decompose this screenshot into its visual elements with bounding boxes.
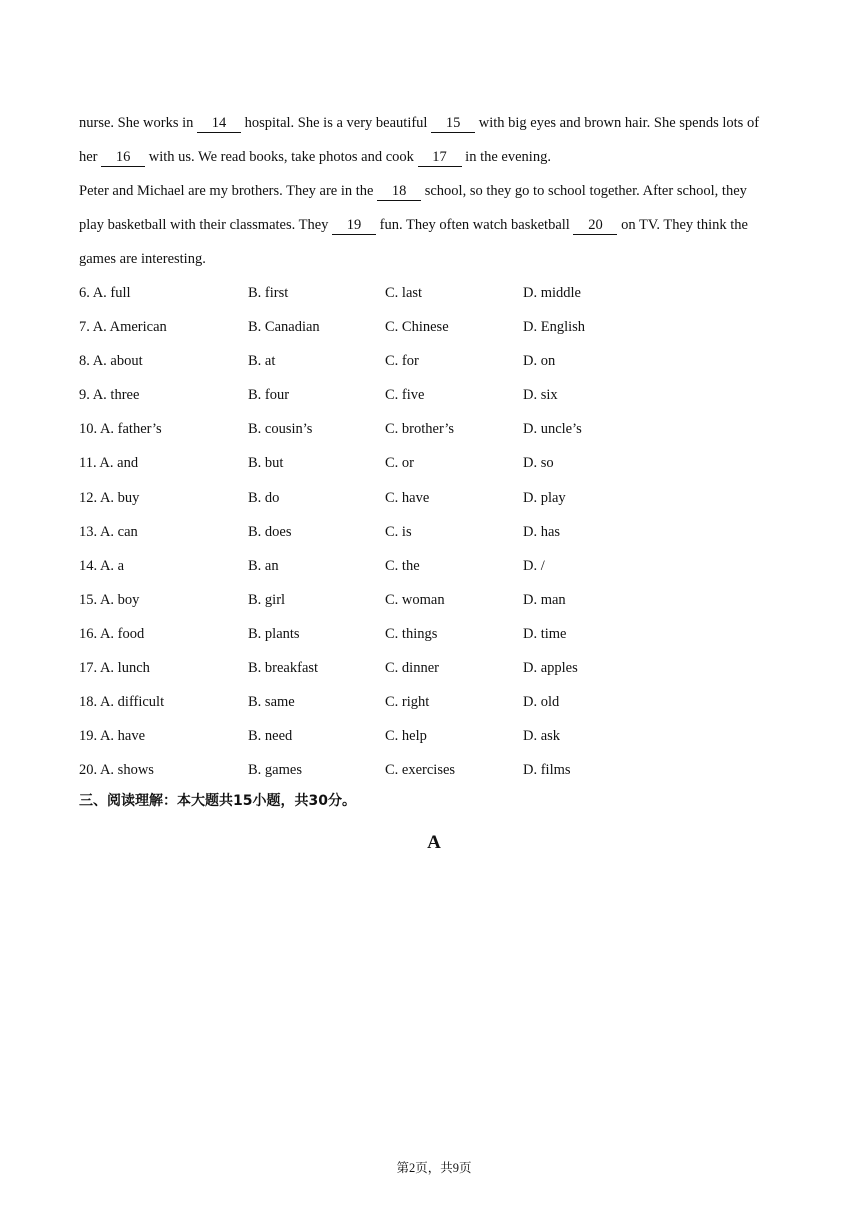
option-d: D. man bbox=[523, 591, 566, 608]
question-11-options bbox=[79, 446, 799, 480]
option-a: 11. A. and bbox=[79, 455, 139, 472]
option-d: D. English bbox=[523, 319, 586, 336]
option-a: 20. A. shows bbox=[79, 762, 154, 779]
question-8-options bbox=[79, 344, 799, 378]
option-a: 15. A. boy bbox=[79, 591, 140, 608]
passage-text: school, so they go to school together. After school, they bbox=[421, 183, 747, 199]
option-b: B. four bbox=[248, 387, 290, 404]
option-a: 14. A. a bbox=[79, 557, 125, 574]
passage-text: play basketball with their classmates. They bbox=[79, 217, 333, 233]
option-b: B. does bbox=[248, 523, 292, 540]
option-b: B. cousin’s bbox=[248, 421, 313, 438]
passage-text: with us. We read books, take photos and cook bbox=[145, 149, 418, 165]
blank-19: 19 bbox=[332, 216, 376, 235]
option-c: C. the bbox=[385, 557, 420, 574]
option-b: B. but bbox=[248, 455, 284, 472]
options-list bbox=[79, 276, 799, 787]
option-c: C. right bbox=[385, 694, 430, 711]
question-18-options bbox=[79, 685, 799, 719]
option-b: B. do bbox=[248, 489, 280, 506]
passage-line-3 bbox=[79, 174, 799, 208]
question-6-options bbox=[79, 276, 799, 310]
passage-text: hospital. She is a very beautiful bbox=[241, 115, 432, 131]
option-d: D. six bbox=[523, 387, 558, 404]
option-c: C. brother’s bbox=[385, 421, 455, 438]
passage-text: games are interesting. bbox=[79, 251, 206, 267]
blank-15: 15 bbox=[431, 114, 475, 133]
option-d: D. time bbox=[523, 625, 567, 642]
option-d: D. / bbox=[523, 557, 545, 574]
passage-text: Peter and Michael are my brothers. They are in the bbox=[79, 183, 378, 199]
option-a: 16. A. food bbox=[79, 625, 145, 642]
option-b: B. at bbox=[248, 353, 276, 370]
question-17-options bbox=[79, 651, 799, 685]
passage-text: on TV. They think the bbox=[617, 217, 748, 233]
question-12-options bbox=[79, 481, 799, 515]
blank-16: 16 bbox=[101, 148, 145, 167]
option-c: C. help bbox=[385, 728, 427, 745]
question-15-options bbox=[79, 583, 799, 617]
passage-text: nurse. She works in bbox=[79, 115, 198, 131]
passage-line-2 bbox=[79, 140, 799, 174]
blank-14: 14 bbox=[197, 114, 241, 133]
option-c: C. exercises bbox=[385, 762, 456, 779]
passage-line-5 bbox=[79, 242, 799, 276]
option-a: 7. A. American bbox=[79, 319, 167, 336]
option-a: 8. A. about bbox=[79, 353, 143, 370]
option-b: B. plants bbox=[248, 625, 300, 642]
question-9-options bbox=[79, 378, 799, 412]
question-13-options bbox=[79, 515, 799, 549]
option-b: B. same bbox=[248, 694, 295, 711]
option-d: D. uncle’s bbox=[523, 421, 582, 438]
blank-18: 18 bbox=[377, 182, 421, 201]
option-a: 6. A. full bbox=[79, 285, 131, 301]
passage-line-4 bbox=[79, 208, 799, 242]
option-b: B. Canadian bbox=[248, 319, 320, 336]
question-19-options bbox=[79, 719, 799, 753]
option-c: C. woman bbox=[385, 591, 445, 608]
option-c: C. is bbox=[385, 523, 412, 540]
option-d: D. middle bbox=[523, 285, 581, 301]
option-a: 19. A. have bbox=[79, 728, 146, 745]
option-c: C. have bbox=[385, 489, 430, 506]
option-d: D. has bbox=[523, 523, 561, 540]
option-c: C. last bbox=[385, 285, 423, 301]
option-d: D. play bbox=[523, 489, 566, 506]
option-c: C. five bbox=[385, 387, 425, 404]
question-20-options bbox=[79, 753, 799, 787]
option-b: B. girl bbox=[248, 591, 286, 608]
option-b: B. need bbox=[248, 728, 293, 745]
question-10-options bbox=[79, 412, 799, 446]
option-d: D. on bbox=[523, 353, 556, 370]
section-heading: 三、阅读理解：本大题共15小题，共30分。 bbox=[79, 793, 356, 809]
question-14-options bbox=[79, 549, 799, 583]
passage-text: with big eyes and brown hair. She spends lots of bbox=[475, 115, 760, 131]
option-a: 18. A. difficult bbox=[79, 694, 165, 711]
option-c: C. dinner bbox=[385, 660, 439, 677]
passage-text: her bbox=[79, 149, 102, 165]
question-7-options bbox=[79, 310, 799, 344]
option-d: D. ask bbox=[523, 728, 561, 745]
passage-text: fun. They often watch basketball bbox=[376, 217, 574, 233]
passage-text: in the evening. bbox=[461, 149, 551, 165]
option-a: 17. A. lunch bbox=[79, 660, 150, 677]
option-d: D. films bbox=[523, 762, 571, 779]
option-b: B. breakfast bbox=[248, 660, 319, 677]
option-a: 13. A. can bbox=[79, 523, 138, 540]
option-c: C. Chinese bbox=[385, 319, 449, 336]
option-d: D. so bbox=[523, 455, 554, 472]
page-footer: 第2页，共9页 bbox=[396, 1161, 472, 1175]
option-b: B. an bbox=[248, 557, 279, 574]
passage-line-1 bbox=[79, 106, 799, 140]
option-a: 10. A. father’s bbox=[79, 421, 162, 438]
question-16-options bbox=[79, 617, 799, 651]
option-a: 9. A. three bbox=[79, 387, 140, 404]
blank-17: 17 bbox=[418, 148, 462, 167]
option-b: B. games bbox=[248, 762, 302, 779]
blank-20: 20 bbox=[573, 216, 617, 235]
option-d: D. old bbox=[523, 694, 560, 711]
option-c: C. things bbox=[385, 625, 438, 642]
option-a: 12. A. buy bbox=[79, 489, 140, 506]
option-b: B. first bbox=[248, 285, 289, 301]
passage-label: A bbox=[427, 832, 441, 853]
option-d: D. apples bbox=[523, 660, 578, 677]
option-c: C. for bbox=[385, 353, 419, 370]
option-c: C. or bbox=[385, 455, 414, 472]
